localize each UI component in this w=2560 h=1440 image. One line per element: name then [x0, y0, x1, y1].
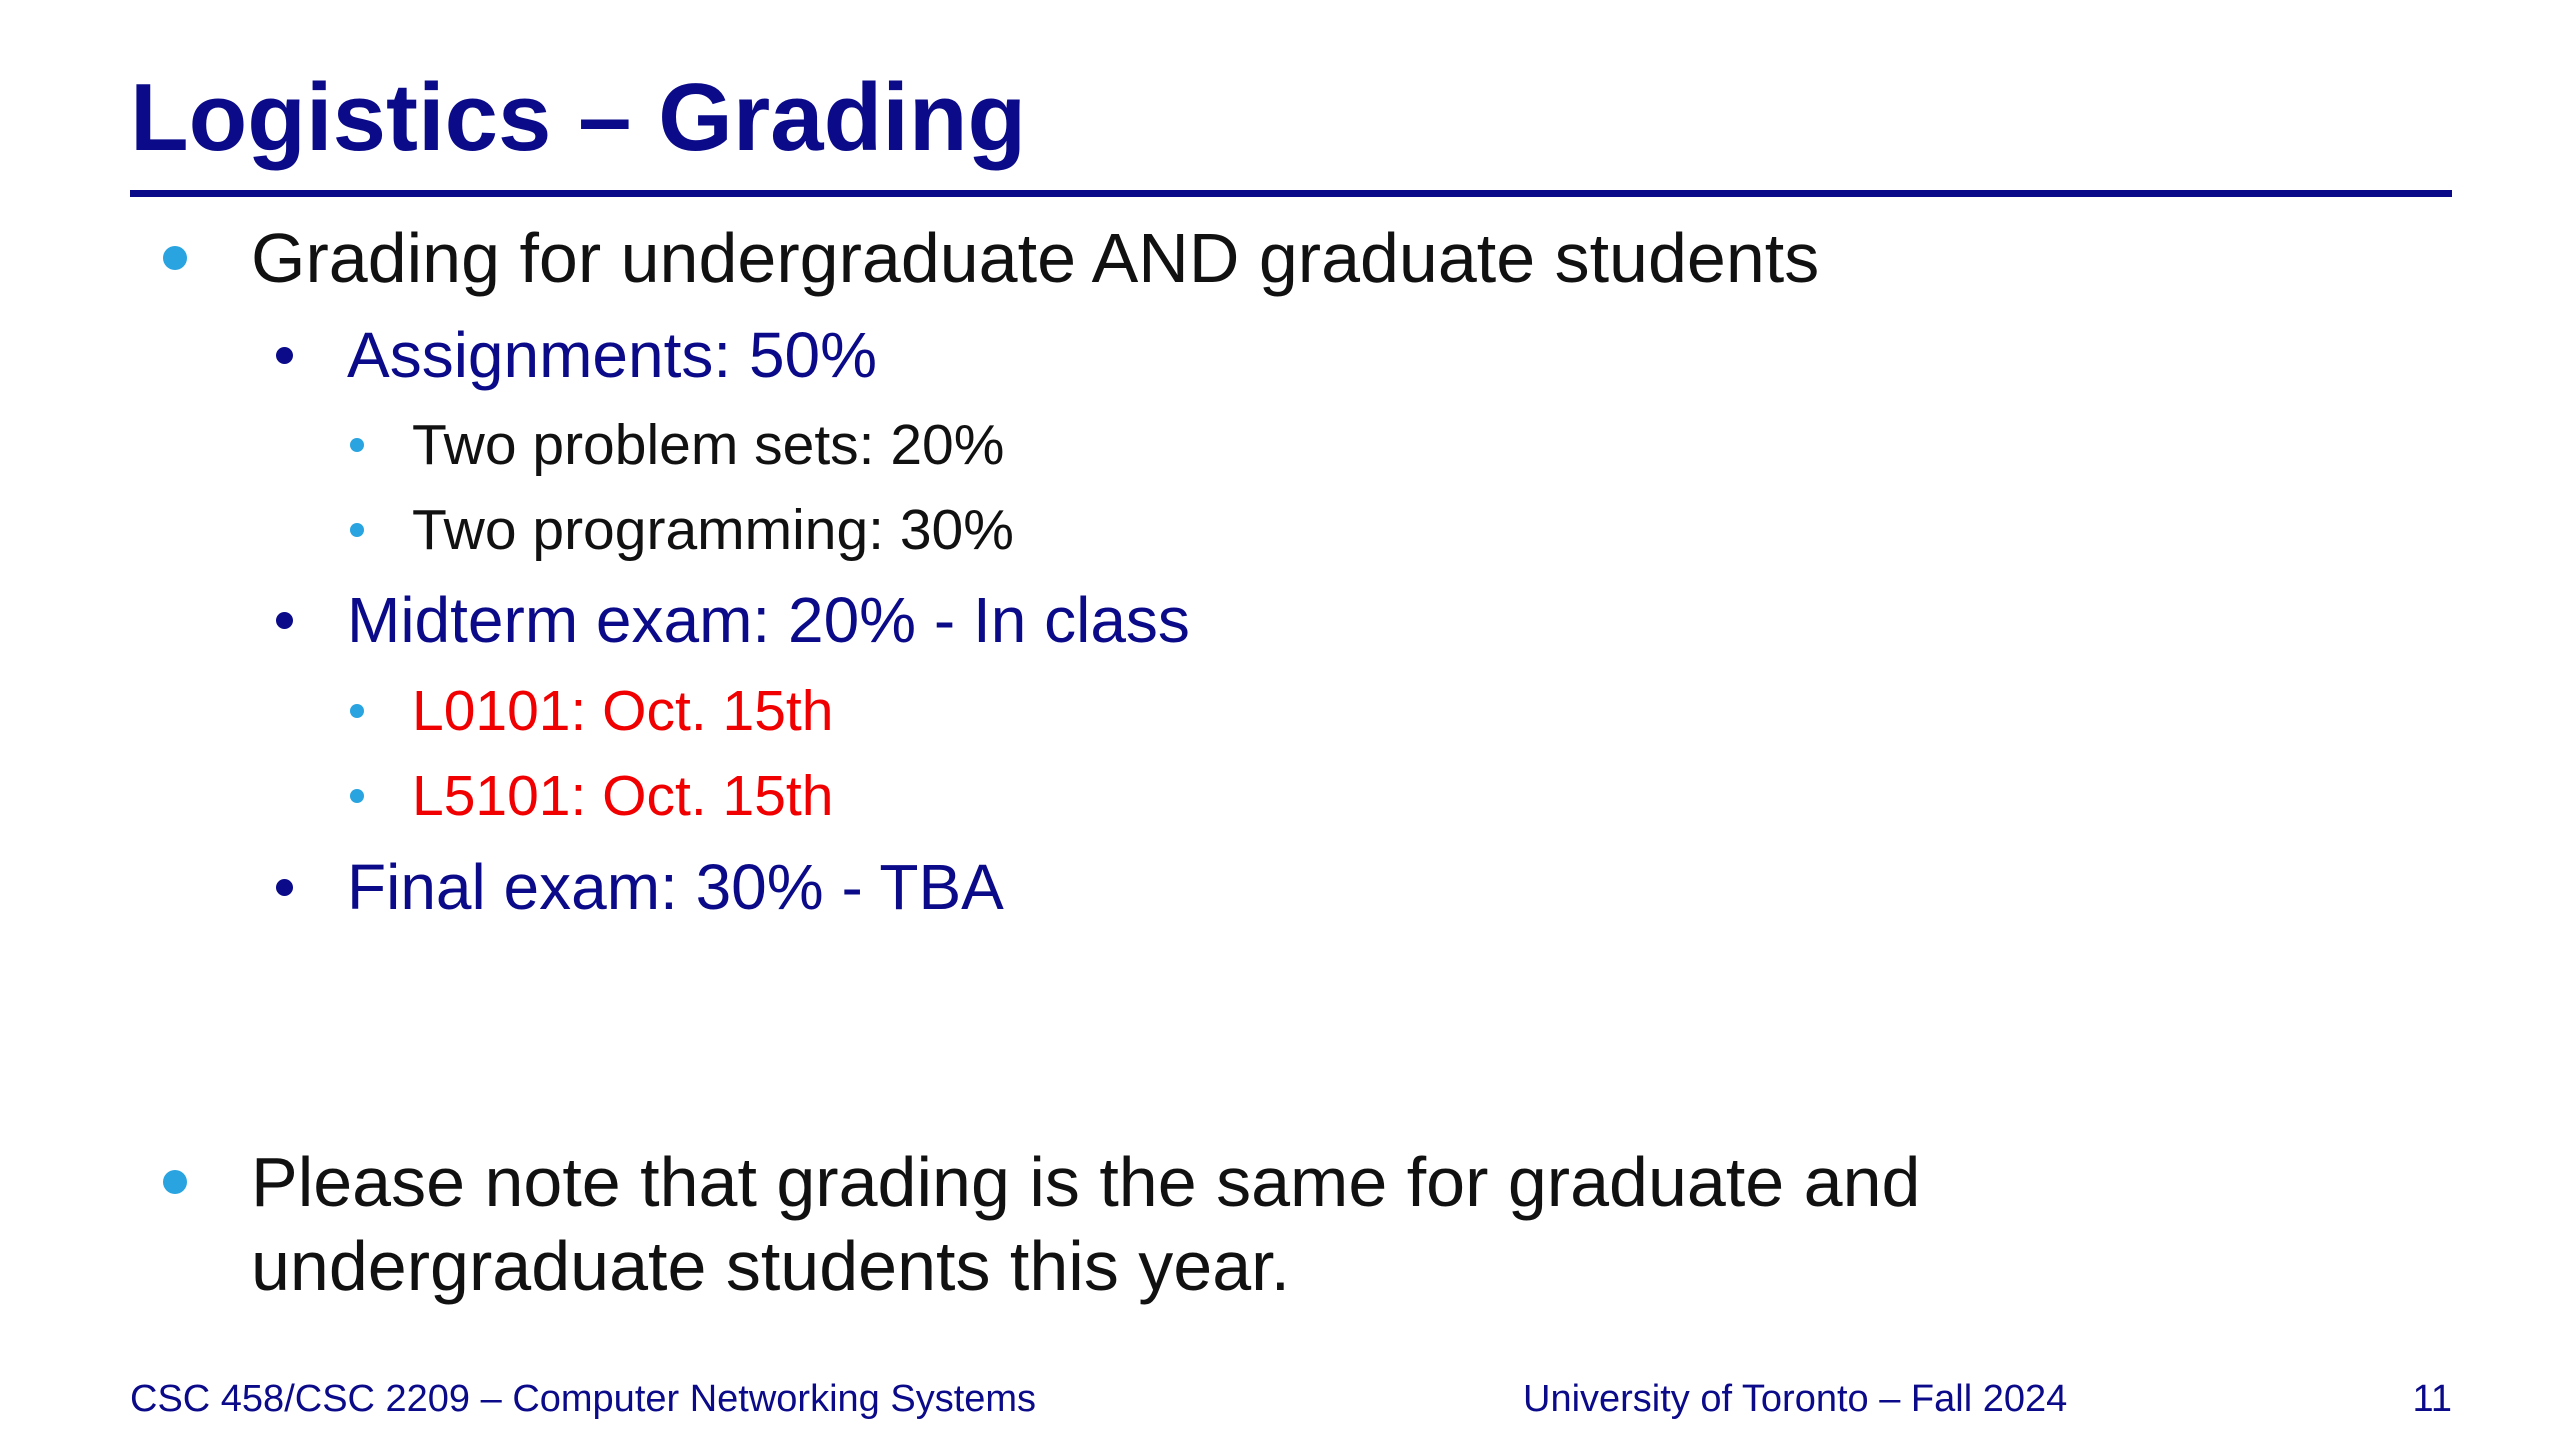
sub-sub-bullet-problem-sets — [350, 412, 1004, 478]
sub-sub-bullet-l0101 — [350, 678, 833, 744]
slide-title: Logistics – Grading — [130, 64, 1027, 171]
sub-bullet-assignments — [276, 318, 877, 392]
bullet-dot-icon — [350, 438, 364, 452]
sub-sub-bullet-l5101 — [350, 763, 833, 829]
sub-bullet-midterm — [276, 583, 1190, 657]
sub-bullet-text: Midterm exam: 20% - In class — [347, 584, 1190, 656]
bullet-dot-icon — [163, 1170, 187, 1194]
sub-sub-bullet-programming — [350, 497, 1014, 563]
bullet-text: Grading for undergraduate AND graduate students — [251, 219, 1820, 297]
sub-sub-bullet-text: L0101: Oct. 15th — [412, 679, 834, 743]
sub-sub-bullet-text: Two problem sets: 20% — [412, 413, 1005, 477]
bullet-dot-icon — [350, 789, 364, 803]
title-underline — [130, 190, 2452, 197]
bullet-dot-icon — [163, 246, 187, 270]
sub-sub-bullet-text: L5101: Oct. 15th — [412, 764, 834, 828]
bullet-grading-note — [163, 1140, 2201, 1308]
bullet-text: Please note that grading is the same for graduate and undergraduate students this year. — [251, 1143, 1921, 1305]
bullet-dot-icon — [276, 347, 293, 364]
footer-course: CSC 458/CSC 2209 – Computer Networking Systems — [130, 1378, 1037, 1420]
page-number: 11 — [2412, 1378, 2452, 1420]
bullet-dot-icon — [350, 704, 364, 718]
sub-bullet-text: Assignments: 50% — [347, 319, 878, 391]
sub-sub-bullet-text: Two programming: 30% — [412, 498, 1014, 562]
bullet-grading-for — [163, 218, 1819, 298]
footer-institution: University of Toronto – Fall 2024 — [1523, 1378, 2068, 1420]
bullet-dot-icon — [276, 879, 293, 896]
bullet-dot-icon — [350, 523, 364, 537]
bullet-dot-icon — [276, 612, 293, 629]
sub-bullet-final — [276, 850, 1004, 924]
sub-bullet-text: Final exam: 30% - TBA — [347, 851, 1004, 923]
